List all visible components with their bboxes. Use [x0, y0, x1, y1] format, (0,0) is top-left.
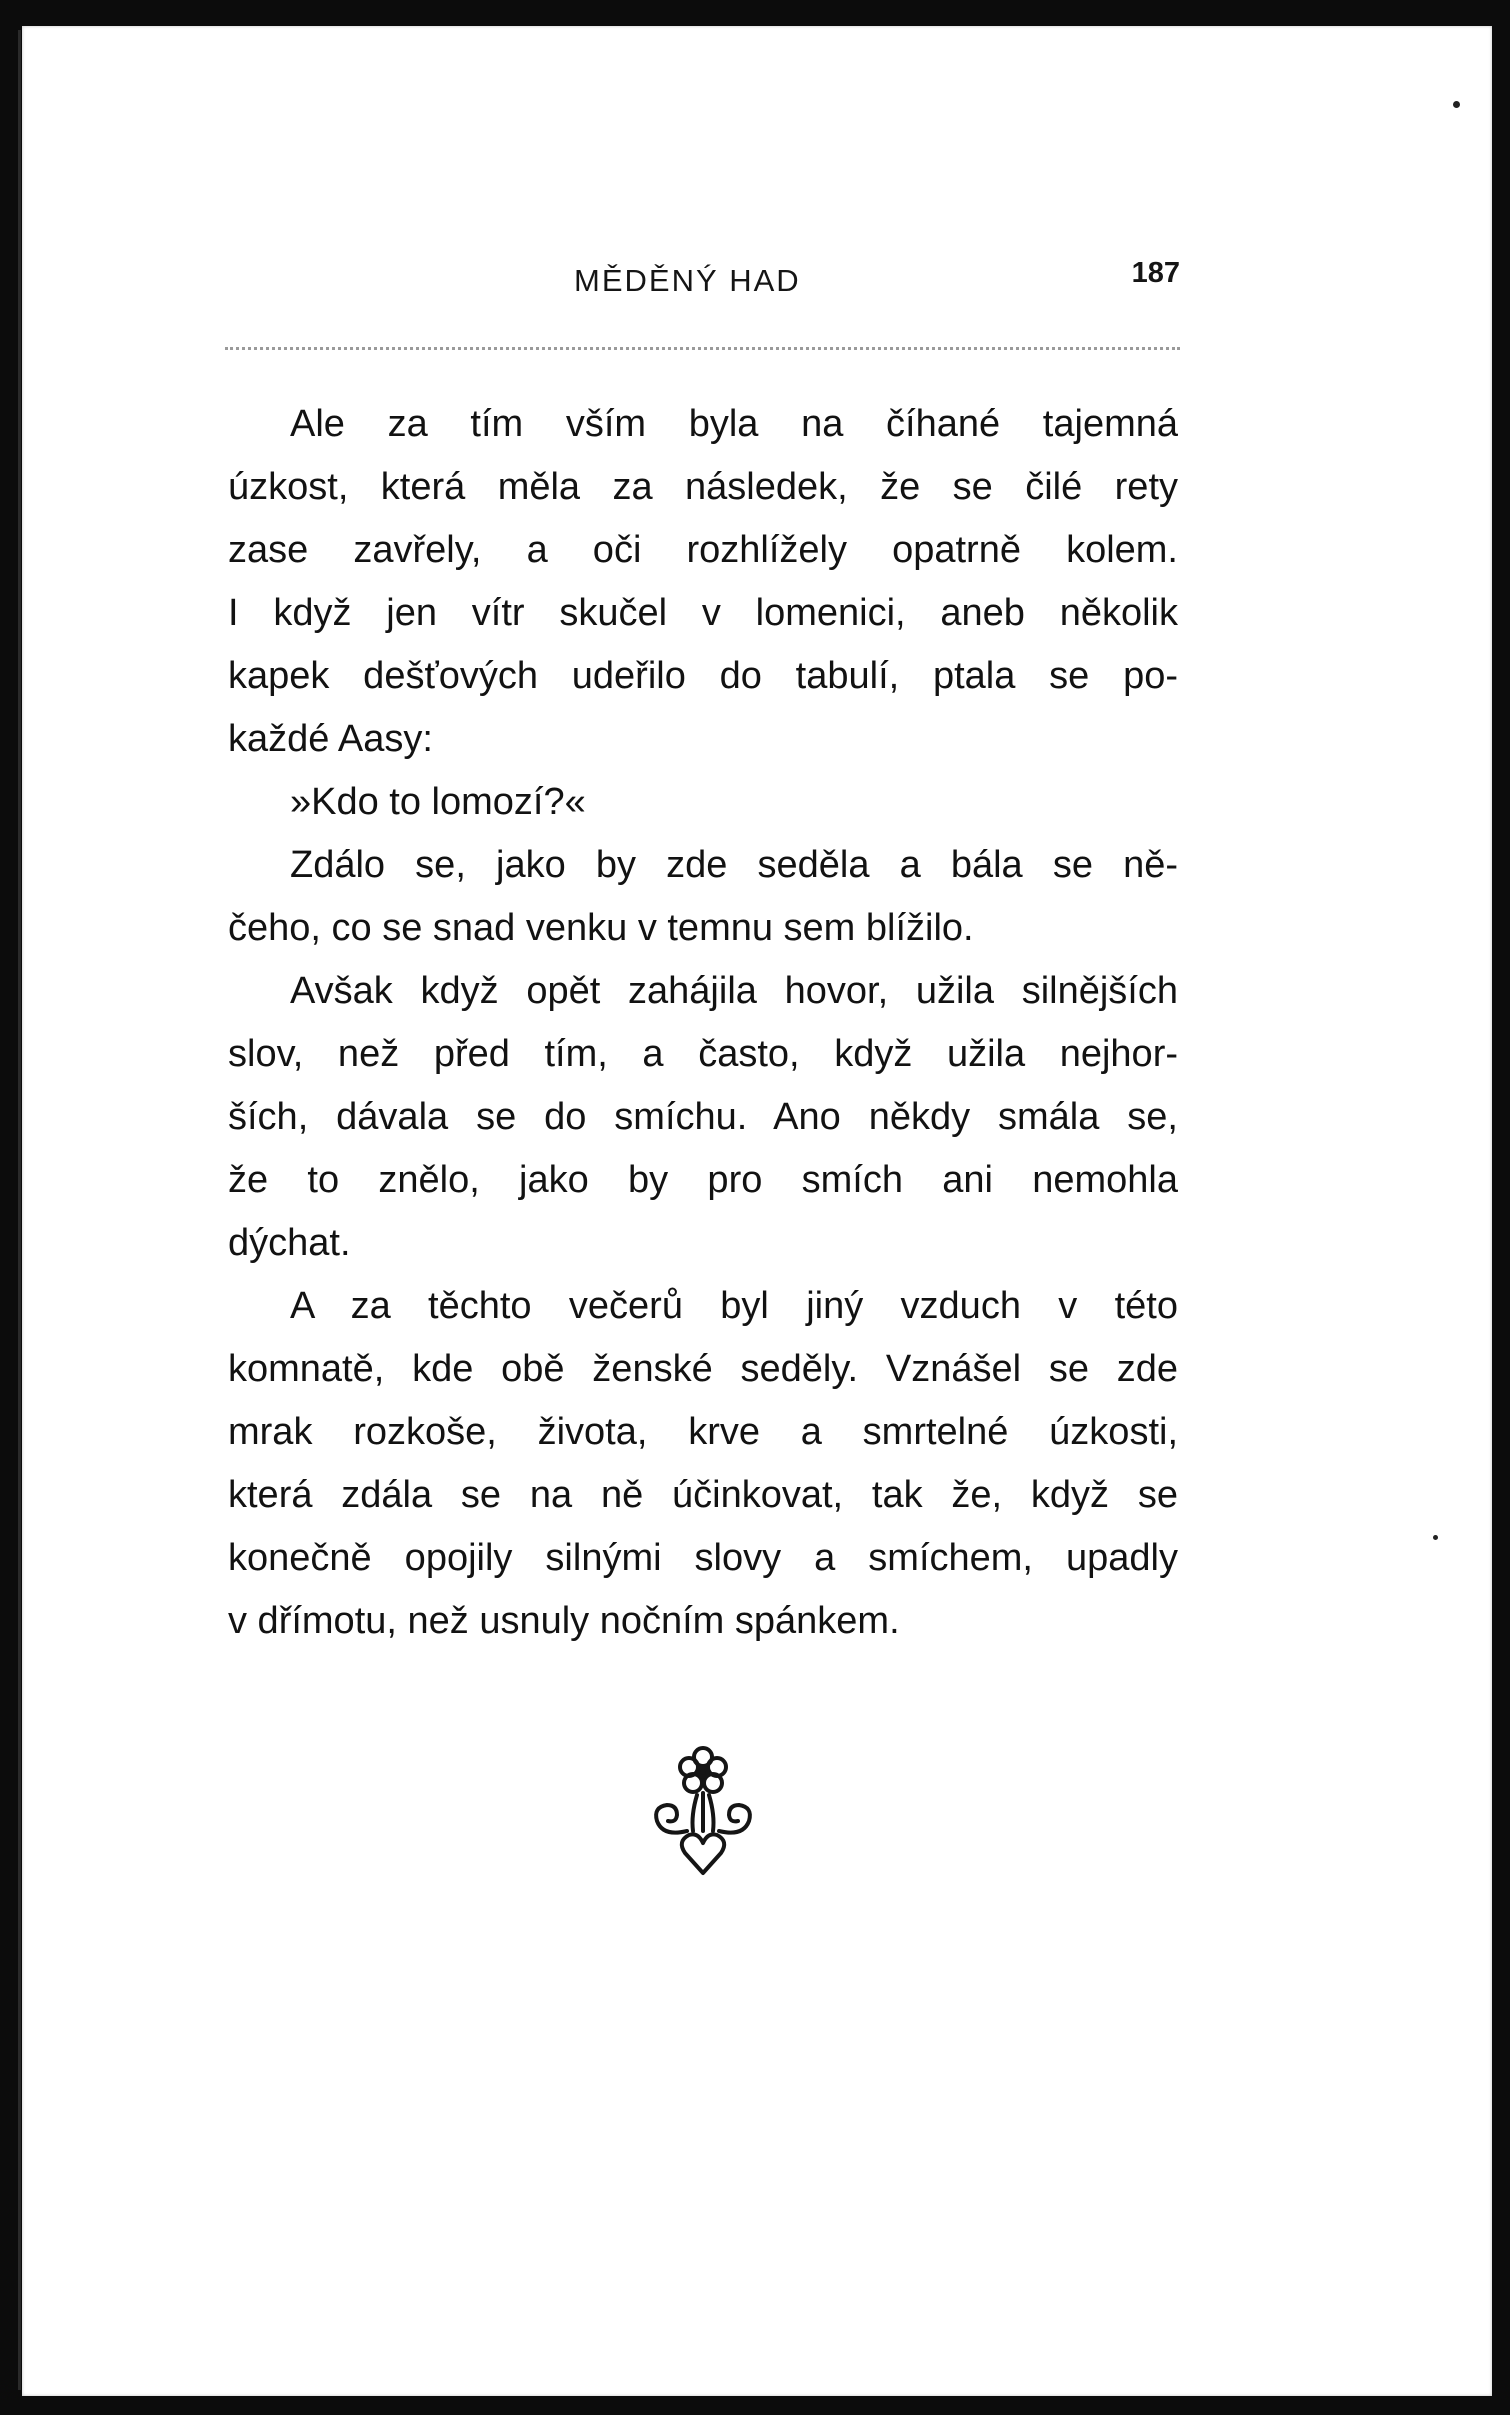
page-binding-edge [18, 30, 21, 2390]
text-line: která zdála se na ně účinkovat, tak že, když se [228, 1474, 1178, 1516]
text-line: v dřímotu, než usnuly nočním spánkem. [228, 1600, 900, 1642]
text-line: čeho, co se snad venku v temnu sem blížilo. [228, 907, 974, 949]
page-number: 187 [1131, 257, 1180, 289]
paper-speck [1453, 101, 1460, 108]
text-line: Zdálo se, jako by zde seděla a bála se ně- [290, 844, 1178, 886]
running-title: MĚDĚNÝ HAD [574, 263, 801, 298]
text-line: dýchat. [228, 1222, 351, 1264]
body-text [228, 393, 1178, 1653]
text-line: komnatě, kde obě ženské seděly. Vznášel se zde [228, 1348, 1178, 1390]
paper-speck [1433, 1535, 1438, 1540]
text-line: Ale za tím vším byla na číhané tajemná [290, 403, 1178, 445]
text-line: mrak rozkoše, života, krve a smrtelné úzkosti, [228, 1411, 1178, 1453]
text-line: zase zavřely, a oči rozhlížely opatrně kolem. [228, 529, 1178, 571]
text-line: Avšak když opět zahájila hovor, užila silnějších [290, 970, 1178, 1012]
header-dotted-rule [225, 347, 1180, 350]
text-line: že to znělo, jako by pro smích ani nemohla [228, 1159, 1178, 1201]
text-line: »Kdo to lomozí?« [290, 781, 586, 823]
text-line: A za těchto večerů byl jiný vzduch v této [290, 1285, 1178, 1327]
text-line: kapek dešťových udeřilo do tabulí, ptala se po- [228, 655, 1178, 697]
text-line: I když jen vítr skučel v lomenici, aneb několik [228, 592, 1178, 634]
text-line: ších, dávala se do smíchu. Ano někdy smála se, [228, 1096, 1178, 1138]
text-line: slov, než před tím, a často, když užila nejhor- [228, 1033, 1178, 1075]
page-header [200, 255, 1180, 305]
text-line: konečně opojily silnými slovy a smíchem, upadly [228, 1537, 1178, 1579]
text-line: úzkost, která měla za následek, že se čilé rety [228, 466, 1178, 508]
floral-heart-ornament-icon [643, 1735, 763, 1885]
text-line: každé Aasy: [228, 718, 433, 760]
